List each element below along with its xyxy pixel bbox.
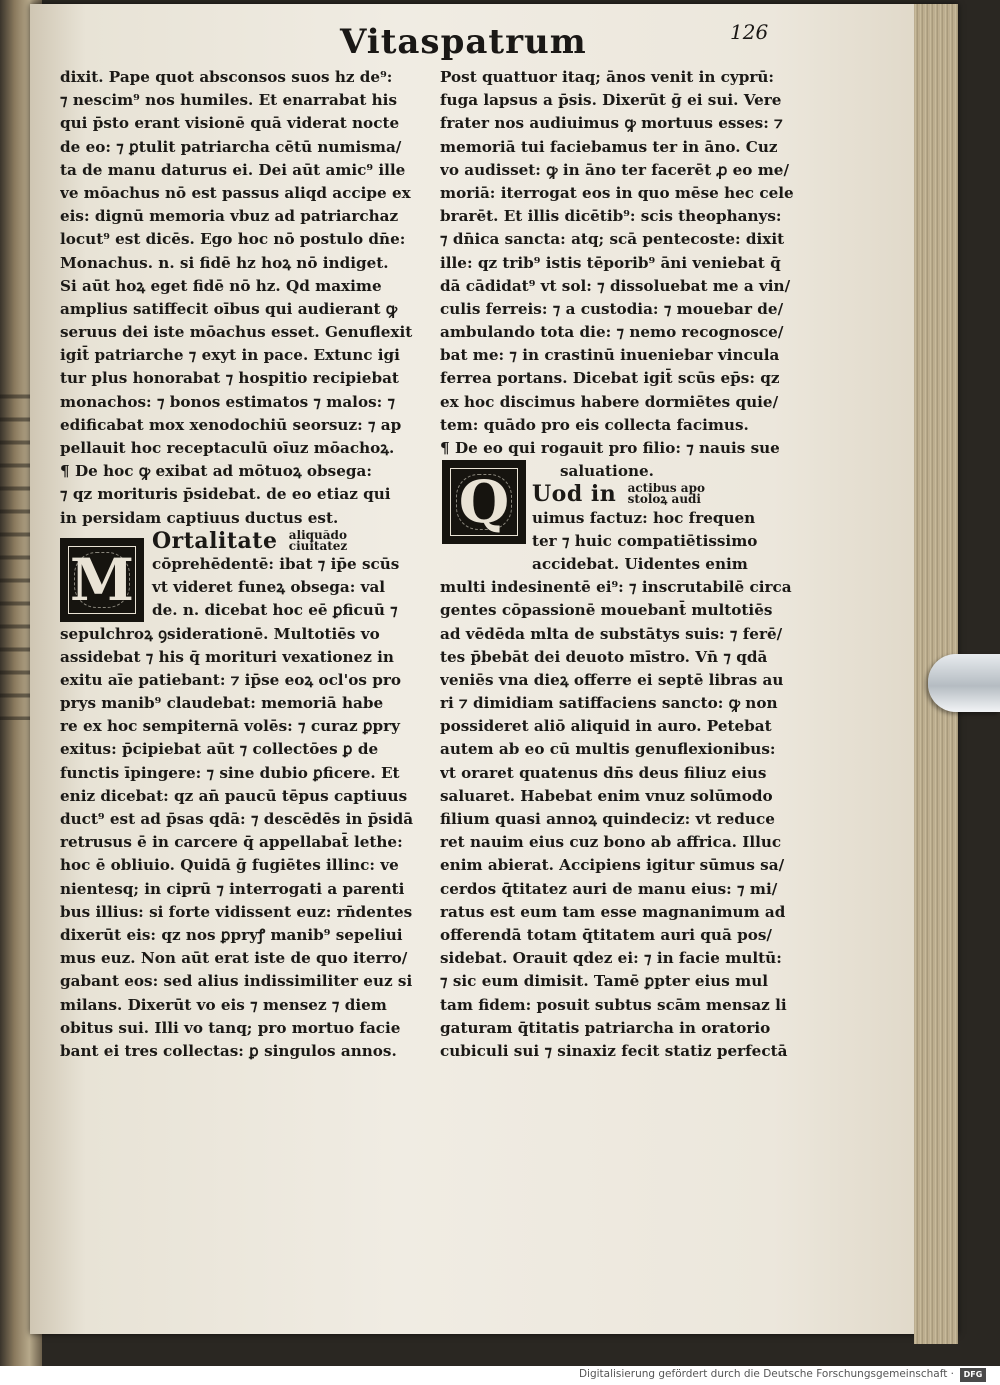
text-line: filium quasi annoꝝ quindeciz: vt reduce	[440, 810, 775, 828]
text-line: locut⁹ est dicēs. Ego hoc nō postulo dn̄e:	[60, 230, 406, 249]
decorated-initial-q	[442, 460, 526, 544]
text-line: accidebat. Uidentes enim	[532, 554, 748, 573]
text-line: multi indesinentē ei⁹: ⁊ inscrutabilē circa	[440, 578, 792, 597]
chapter-heading-line: ¶ De hoc ꝙ exibat ad mōtuoꝝ obsega:	[60, 462, 372, 481]
text-line: prys manib⁹ claudebat: memoriā habe	[60, 694, 384, 713]
text-line: tes p̄bebāt dei deuoto mīstro. Vn̄ ⁊ qdā	[440, 647, 768, 666]
chapter-heading-line: ¶ De eo qui rogauit pro filio: ⁊ nauis sue	[440, 439, 780, 457]
text-line: vo audisset: ꝙ in āno ter facerēt ꝓ eo me/	[440, 160, 789, 179]
text-line: ta de manu daturus ei. Dei aūt amic⁹ ille	[60, 160, 406, 179]
text-line: fuga lapsus a p̄sis. Dixerūt ḡ ei sui. Vere	[440, 91, 782, 110]
text-line: bus illius: si forte vidissent euz: rn̄dentes	[60, 902, 413, 921]
text-line: bant ei tres collectas: ꝑ singulos annos.	[60, 1041, 397, 1060]
text-line: dā cādidat⁹ vt sol: ⁊ dissoluebat me a vin/	[440, 276, 791, 295]
text-line: tem: quādo pro eis collecta facimus.	[440, 415, 749, 434]
text-line: Monachus. n. si fidē hz hoꝝ nō indiget.	[60, 253, 389, 272]
text-line: ri ⁊ dimidiam satiffaciens sancto: ꝙ non	[440, 694, 778, 713]
text-line: memoriā tui faciebamus ter in āno. Cuz	[440, 137, 778, 156]
text-line: exitu aīe patiebant: ⁊ ip̄se eoꝝ ocl'os pro	[60, 670, 401, 689]
initial-side-line: actibus apo	[627, 483, 705, 496]
dfg-logo: DFG	[960, 1368, 986, 1382]
text-line: ret nauim eius cuz bono ab affrica. Illuc	[440, 833, 782, 852]
text-line: retrusus ē in carcere q̄ appellabat̄ lethe:	[60, 833, 403, 852]
text-line: qui p̄sto erant visionē quā viderat nocte	[60, 114, 400, 133]
initial-letter: M	[69, 546, 135, 614]
text-line: gentes cōpassionē mouebant̄ multotiēs	[440, 601, 773, 620]
text-line: igit̄ patriarche ⁊ exyt in pace. Extunc igi	[60, 346, 400, 365]
funding-credit: Digitalisierung gefördert durch die Deutsche Forschungsgemeinschaft ·	[578, 1368, 954, 1380]
facing-page-text-fragment	[0, 380, 30, 720]
text-line: dixit. Pape quot absconsos suos hz de⁹:	[60, 68, 393, 86]
text-line: eis: dignū memoria vbuz ad patriarchaz	[60, 207, 399, 226]
text-line: cerdos q̄titatez auri de manu eius: ⁊ mi/	[440, 879, 778, 898]
right-text-column	[440, 66, 800, 1063]
text-line: possideret aliō aliquid in auro. Petebat	[440, 717, 772, 736]
text-line: cōprehēdentē: ibat ⁊ ip̄e scūs	[152, 554, 400, 573]
text-line: vt videret funeꝝ obsega: val	[152, 578, 386, 597]
text-line: bat me: ⁊ in crastinū inueniebar vincula	[440, 346, 780, 365]
text-line: tam fidem: posuit subtus scām mensaz li	[440, 995, 787, 1014]
text-line: ex hoc discimus habere dormiētes quie/	[440, 392, 779, 411]
initial-side-text	[289, 530, 347, 552]
initial-letter: Q	[450, 468, 518, 536]
text-line: assidebat ⁊ his q̄ morituri vexationez in	[60, 647, 394, 666]
text-line: cubiculi sui ⁊ sinaxiz fecit statiz perfectā	[440, 1041, 788, 1060]
text-line: frater nos audiuimus ꝙ mortuus esses: ⁊	[440, 114, 783, 133]
text-line: vt oraret quatenus dn̄s deus filiuz eius	[440, 763, 767, 782]
text-line: ⁊ sic eum dimisit. Tamē ꝑpter eius mul	[440, 972, 769, 991]
text-line: milans. Dixerūt vo eis ⁊ mensez ⁊ diem	[60, 995, 387, 1014]
initial-word: Ortalitate	[152, 529, 278, 553]
running-title: Vitaspatrum	[340, 22, 587, 62]
text-line: autem ab eo cū multis genuflexionibus:	[440, 740, 776, 759]
text-line: uimus factuz: hoc frequen	[532, 508, 756, 527]
text-line: sidebat. Orauit qdez ei: ⁊ in facie multū:	[440, 949, 782, 968]
text-line: exitus: p̄cipiebat aūt ⁊ collectōes ꝑ de	[60, 740, 379, 759]
text-line: hoc ē obliuio. Quidā ḡ fugiētes illinc: ve	[60, 856, 399, 875]
text-line: saluaret. Habebat enim vnuz solūmodo	[440, 786, 773, 805]
chapter-heading-line: ⁊ qz morituris p̄sidebat. de eo etiaz qui	[60, 485, 391, 504]
initial-side-text	[628, 483, 705, 505]
text-line: moriā: iterrogat eos in quo mēse hec cele	[440, 183, 794, 202]
text-line: ambulando tota die: ⁊ nemo recognosce/	[440, 323, 784, 342]
initial-side-line: stoloꝝ audi	[627, 492, 701, 507]
text-line: enim abierat. Accipiens igitur sūmus sa/	[440, 856, 785, 875]
text-line: eniz dicebat: qz an̄ paucū tēpus captiuus	[60, 786, 408, 805]
text-line: pellauit hoc receptaculū oīuz mōachoꝝ.	[60, 439, 395, 457]
initial-side-line: aliquādo	[288, 529, 347, 542]
text-line: ⁊ dn̄ica sancta: atq; scā pentecoste: dixit	[440, 230, 785, 249]
text-line: ille: qz trib⁹ istis tēporib⁹ āni veniebat q̄	[440, 253, 781, 272]
text-line: brarēt. Et illis dicētib⁹: scis theophanys:	[440, 207, 782, 226]
text-line: ve mōachus nō est passus aliqd accipe ex	[60, 183, 411, 202]
folio-number: 126	[730, 20, 769, 44]
text-line: veniēs vna dieꝝ offerre ei septē libras au	[440, 670, 784, 689]
text-line: duct⁹ est ad p̄sas qdā: ⁊ descēdēs in p̄sidā	[60, 810, 414, 828]
initial-word: Uod in	[532, 483, 617, 507]
text-line: de eo: ⁊ ꝑtulit patriarcha cētū numisma/	[60, 137, 402, 156]
text-line: edificabat mox xenodochiū seorsuz: ⁊ ap	[60, 415, 402, 434]
text-line: obitus sui. Illi vo tanq; pro mortuo facie	[60, 1018, 401, 1037]
chapter-heading-line: in persidam captiuus ductus est.	[60, 508, 339, 527]
text-line: amplius satiffecit oībus qui audierant ꝙ	[60, 299, 398, 318]
text-line: gaturam q̄titatis patriarcha in oratorio	[440, 1018, 771, 1037]
text-line: seruus dei iste mōachus esset. Genuflexit	[60, 323, 413, 342]
text-line: mus euz. Non aūt erat iste de quo iterro/	[60, 949, 408, 968]
chapter-heading-line: saluatione.	[560, 462, 654, 481]
text-line: Post quattuor itaq; ānos venit in cyprū:	[440, 68, 775, 86]
text-line: nientesq; in ciprū ⁊ interrogati a parenti	[60, 879, 405, 898]
text-line: tur plus honorabat ⁊ hospitio recipiebat	[60, 369, 399, 388]
text-line: gabant eos: sed alius indissimiliter euz si	[60, 972, 413, 991]
digitization-footer	[0, 1366, 1000, 1385]
text-line: de. n. dicebat hoc eē ꝑficuū ⁊	[152, 601, 398, 620]
text-line: ferrea portans. Dicebat igit̄ scūs ep̄s: qz	[440, 369, 780, 388]
text-line: Si aūt hoꝝ eget fidē nō hz. Qd maxime	[60, 276, 382, 295]
text-line: sepulchroꝝ ꝯsiderationē. Multotiēs vo	[60, 624, 380, 643]
text-line: ad vēdēda mlta de substātys suis: ⁊ ferē/	[440, 624, 783, 643]
decorated-initial-m	[60, 538, 144, 622]
text-line: offerendā totam q̄titatem auri quā pos/	[440, 925, 772, 944]
text-line: functis īpingere: ⁊ sine dubio ꝑficere. Et	[60, 763, 400, 782]
initial-side-line: ciuitatez	[288, 538, 348, 553]
text-line: re ex hoc sempiternā volēs: ⁊ curaz ꝑpry	[60, 717, 400, 736]
text-line: monachos: ⁊ bonos estimatos ⁊ malos: ⁊	[60, 392, 396, 411]
text-line: ratus est eum tam esse magnanimum ad	[440, 902, 786, 921]
text-line: ter ⁊ huic compatiētissimo	[532, 531, 758, 550]
text-line: ⁊ nescim⁹ nos humiles. Et enarrabat his	[60, 91, 398, 110]
text-line: dixerūt eis: qz nos ꝑpryꝭ manib⁹ sepeliui	[60, 925, 403, 944]
text-line: culis ferreis: ⁊ a custodia: ⁊ mouebar de/	[440, 299, 784, 318]
page-clip	[928, 654, 1000, 712]
